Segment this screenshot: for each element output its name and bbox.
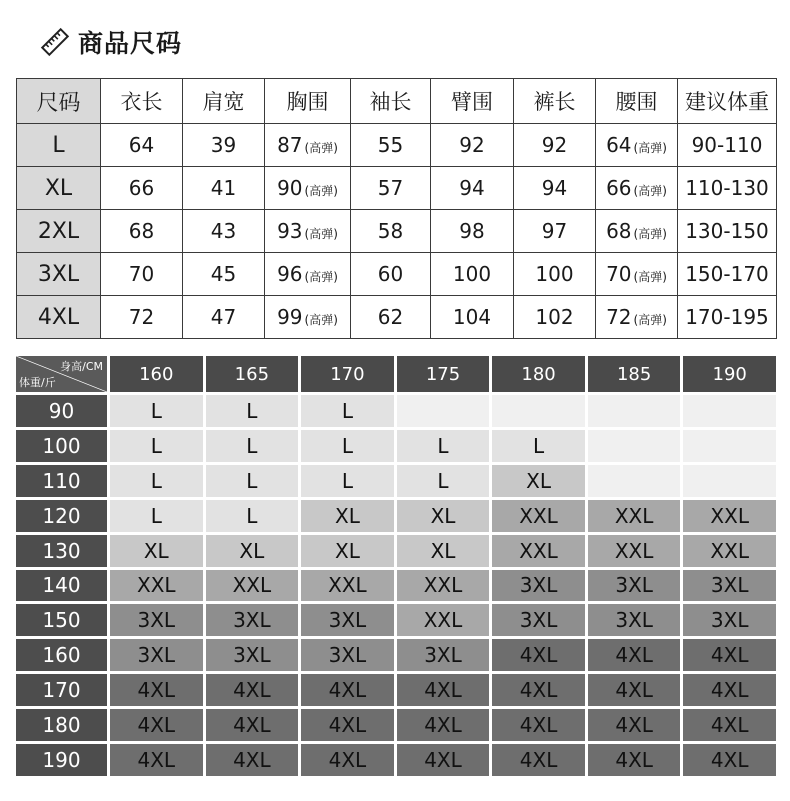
recommended-size-cell: 3XL — [492, 570, 585, 602]
column-header: 臂围 — [431, 79, 514, 124]
height-axis-label: 身高/CM — [60, 360, 103, 373]
column-header: 衣长 — [101, 79, 183, 124]
table-cell: 90 (高弹) — [265, 167, 351, 210]
recommended-size-cell — [588, 465, 681, 497]
height-header: 175 — [397, 356, 490, 392]
table-cell: 41 — [183, 167, 265, 210]
recommended-size-cell: XL — [301, 535, 394, 567]
recommended-size-cell: 3XL — [683, 604, 776, 636]
recommended-size-cell — [397, 395, 490, 427]
recommended-size-cell: L — [301, 430, 394, 462]
recommended-size-cell: L — [110, 465, 203, 497]
table-cell: 68 — [101, 210, 183, 253]
elastic-note: (高弹) — [633, 184, 667, 198]
weight-header: 130 — [16, 535, 107, 567]
recommended-size-cell: 4XL — [492, 639, 585, 671]
table-row — [17, 210, 777, 253]
recommended-size-cell: 3XL — [110, 639, 203, 671]
recommended-size-cell: 4XL — [683, 674, 776, 706]
weight-header: 150 — [16, 604, 107, 636]
size-label: 4XL — [17, 296, 101, 339]
recommended-size-cell: 4XL — [110, 744, 203, 776]
elastic-note: (高弹) — [304, 313, 338, 327]
recommended-size-cell: 3XL — [301, 639, 394, 671]
recommended-size-cell: 3XL — [588, 604, 681, 636]
elastic-note: (高弹) — [633, 313, 667, 327]
recommended-size-cell: 4XL — [206, 744, 299, 776]
weight-header: 110 — [16, 465, 107, 497]
weight-header: 140 — [16, 570, 107, 602]
size-label: XL — [17, 167, 101, 210]
recommended-size-cell: L — [206, 465, 299, 497]
recommended-size-cell — [492, 395, 585, 427]
weight-header: 90 — [16, 395, 107, 427]
size-label: 3XL — [17, 253, 101, 296]
table-cell: 57 — [351, 167, 431, 210]
column-header: 裤长 — [514, 79, 596, 124]
weight-header: 190 — [16, 744, 107, 776]
column-header: 肩宽 — [183, 79, 265, 124]
recommended-size-cell: XXL — [492, 535, 585, 567]
column-header: 腰围 — [596, 79, 678, 124]
recommended-size-cell: 4XL — [110, 709, 203, 741]
recommended-size-cell: 4XL — [206, 674, 299, 706]
recommended-size-cell: 3XL — [110, 604, 203, 636]
recommended-size-cell: 4XL — [397, 674, 490, 706]
size-label: 2XL — [17, 210, 101, 253]
recommended-size-cell: 4XL — [206, 709, 299, 741]
recommended-size-cell: 3XL — [206, 604, 299, 636]
recommended-size-cell: 4XL — [683, 744, 776, 776]
recommended-size-cell: 4XL — [683, 639, 776, 671]
recommended-size-cell: 3XL — [588, 570, 681, 602]
recommended-size-cell: XXL — [301, 570, 394, 602]
recommended-size-cell: 3XL — [683, 570, 776, 602]
recommended-size-cell: L — [110, 430, 203, 462]
column-header: 袖长 — [351, 79, 431, 124]
recommended-size-cell: 3XL — [397, 639, 490, 671]
weight-header: 170 — [16, 674, 107, 706]
recommended-size-cell: XL — [206, 535, 299, 567]
recommended-size-cell: L — [206, 500, 299, 532]
recommended-size-cell: XXL — [683, 500, 776, 532]
recommended-size-cell: XXL — [588, 500, 681, 532]
recommended-size-cell: L — [206, 395, 299, 427]
recommended-size-cell — [683, 465, 776, 497]
table-row — [17, 167, 777, 210]
table-cell: 93 (高弹) — [265, 210, 351, 253]
recommended-size-cell: XXL — [397, 570, 490, 602]
recommended-size-cell: XXL — [492, 500, 585, 532]
table-cell: 39 — [183, 124, 265, 167]
table-cell: 90-110 — [678, 124, 777, 167]
table-cell: 58 — [351, 210, 431, 253]
ruler-icon — [40, 27, 70, 57]
table-row — [17, 296, 777, 339]
table-cell: 170-195 — [678, 296, 777, 339]
recommended-size-cell: 4XL — [397, 744, 490, 776]
table-cell: 94 — [514, 167, 596, 210]
table-cell: 47 — [183, 296, 265, 339]
recommended-size-cell: L — [301, 395, 394, 427]
size-recommendation-grid — [16, 356, 776, 776]
recommended-size-cell: L — [301, 465, 394, 497]
height-header: 180 — [492, 356, 585, 392]
table-cell: 43 — [183, 210, 265, 253]
elastic-note: (高弹) — [633, 141, 667, 155]
size-table — [16, 78, 777, 339]
recommended-size-cell: XL — [397, 535, 490, 567]
recommended-size-cell — [683, 430, 776, 462]
table-cell: 45 — [183, 253, 265, 296]
table-cell: 60 — [351, 253, 431, 296]
recommended-size-cell: 4XL — [588, 639, 681, 671]
recommended-size-cell: L — [206, 430, 299, 462]
recommended-size-cell: 4XL — [588, 674, 681, 706]
height-header: 170 — [301, 356, 394, 392]
recommended-size-cell: 4XL — [397, 709, 490, 741]
table-row — [17, 124, 777, 167]
column-header: 胸围 — [265, 79, 351, 124]
weight-header: 120 — [16, 500, 107, 532]
height-header: 165 — [206, 356, 299, 392]
recommended-size-cell — [588, 395, 681, 427]
elastic-note: (高弹) — [633, 227, 667, 241]
elastic-note: (高弹) — [304, 270, 338, 284]
table-cell: 110-130 — [678, 167, 777, 210]
table-cell: 70 — [101, 253, 183, 296]
recommended-size-cell: XXL — [110, 570, 203, 602]
table-cell: 72 (高弹) — [596, 296, 678, 339]
table-cell: 72 — [101, 296, 183, 339]
table-cell: 94 — [431, 167, 514, 210]
weight-axis-label: 体重/斤 — [19, 376, 56, 389]
table-cell: 99 (高弹) — [265, 296, 351, 339]
recommended-size-cell: 4XL — [301, 709, 394, 741]
table-cell: 96 (高弹) — [265, 253, 351, 296]
table-row — [17, 253, 777, 296]
size-table-header-row — [17, 79, 777, 124]
height-header: 160 — [110, 356, 203, 392]
table-cell: 62 — [351, 296, 431, 339]
table-cell: 150-170 — [678, 253, 777, 296]
recommended-size-cell: 4XL — [492, 674, 585, 706]
recommended-size-cell: L — [492, 430, 585, 462]
page-title: 商品尺码 — [78, 29, 183, 58]
elastic-note: (高弹) — [304, 184, 338, 198]
weight-header: 100 — [16, 430, 107, 462]
table-cell: 130-150 — [678, 210, 777, 253]
recommended-size-cell: 4XL — [492, 709, 585, 741]
recommended-size-cell: 4XL — [492, 744, 585, 776]
table-cell: 66 — [101, 167, 183, 210]
column-header: 建议体重 — [678, 79, 777, 124]
height-header: 190 — [683, 356, 776, 392]
table-cell: 87 (高弹) — [265, 124, 351, 167]
recommended-size-cell: XXL — [397, 604, 490, 636]
recommended-size-cell: XXL — [588, 535, 681, 567]
table-cell: 100 — [514, 253, 596, 296]
table-cell: 70 (高弹) — [596, 253, 678, 296]
recommended-size-cell: L — [110, 395, 203, 427]
recommended-size-cell: XL — [110, 535, 203, 567]
table-cell: 100 — [431, 253, 514, 296]
table-cell: 92 — [514, 124, 596, 167]
elastic-note: (高弹) — [304, 141, 338, 155]
recommended-size-cell: XXL — [206, 570, 299, 602]
column-header: 尺码 — [17, 79, 101, 124]
recommended-size-cell: XXL — [683, 535, 776, 567]
elastic-note: (高弹) — [633, 270, 667, 284]
recommended-size-cell: 4XL — [301, 744, 394, 776]
recommended-size-cell: L — [397, 465, 490, 497]
recommended-size-cell: 4XL — [301, 674, 394, 706]
table-cell: 92 — [431, 124, 514, 167]
table-cell: 102 — [514, 296, 596, 339]
elastic-note: (高弹) — [304, 227, 338, 241]
table-cell: 55 — [351, 124, 431, 167]
recommended-size-cell: 3XL — [206, 639, 299, 671]
table-cell: 104 — [431, 296, 514, 339]
size-label: L — [17, 124, 101, 167]
recommended-size-cell — [683, 395, 776, 427]
table-cell: 64 (高弹) — [596, 124, 678, 167]
weight-header: 160 — [16, 639, 107, 671]
table-cell: 98 — [431, 210, 514, 253]
table-cell: 66 (高弹) — [596, 167, 678, 210]
page-header — [40, 22, 182, 62]
grid-corner — [16, 356, 107, 392]
recommended-size-cell: 4XL — [588, 709, 681, 741]
recommended-size-cell: 4XL — [588, 744, 681, 776]
height-header: 185 — [588, 356, 681, 392]
recommended-size-cell: 4XL — [110, 674, 203, 706]
recommended-size-cell: L — [397, 430, 490, 462]
recommended-size-cell: XL — [492, 465, 585, 497]
table-cell: 64 — [101, 124, 183, 167]
recommended-size-cell: 4XL — [683, 709, 776, 741]
recommended-size-cell: 3XL — [492, 604, 585, 636]
weight-header: 180 — [16, 709, 107, 741]
recommended-size-cell: 3XL — [301, 604, 394, 636]
recommended-size-cell — [588, 430, 681, 462]
recommended-size-cell: L — [110, 500, 203, 532]
recommended-size-cell: XL — [301, 500, 394, 532]
table-cell: 97 — [514, 210, 596, 253]
recommended-size-cell: XL — [397, 500, 490, 532]
table-cell: 68 (高弹) — [596, 210, 678, 253]
